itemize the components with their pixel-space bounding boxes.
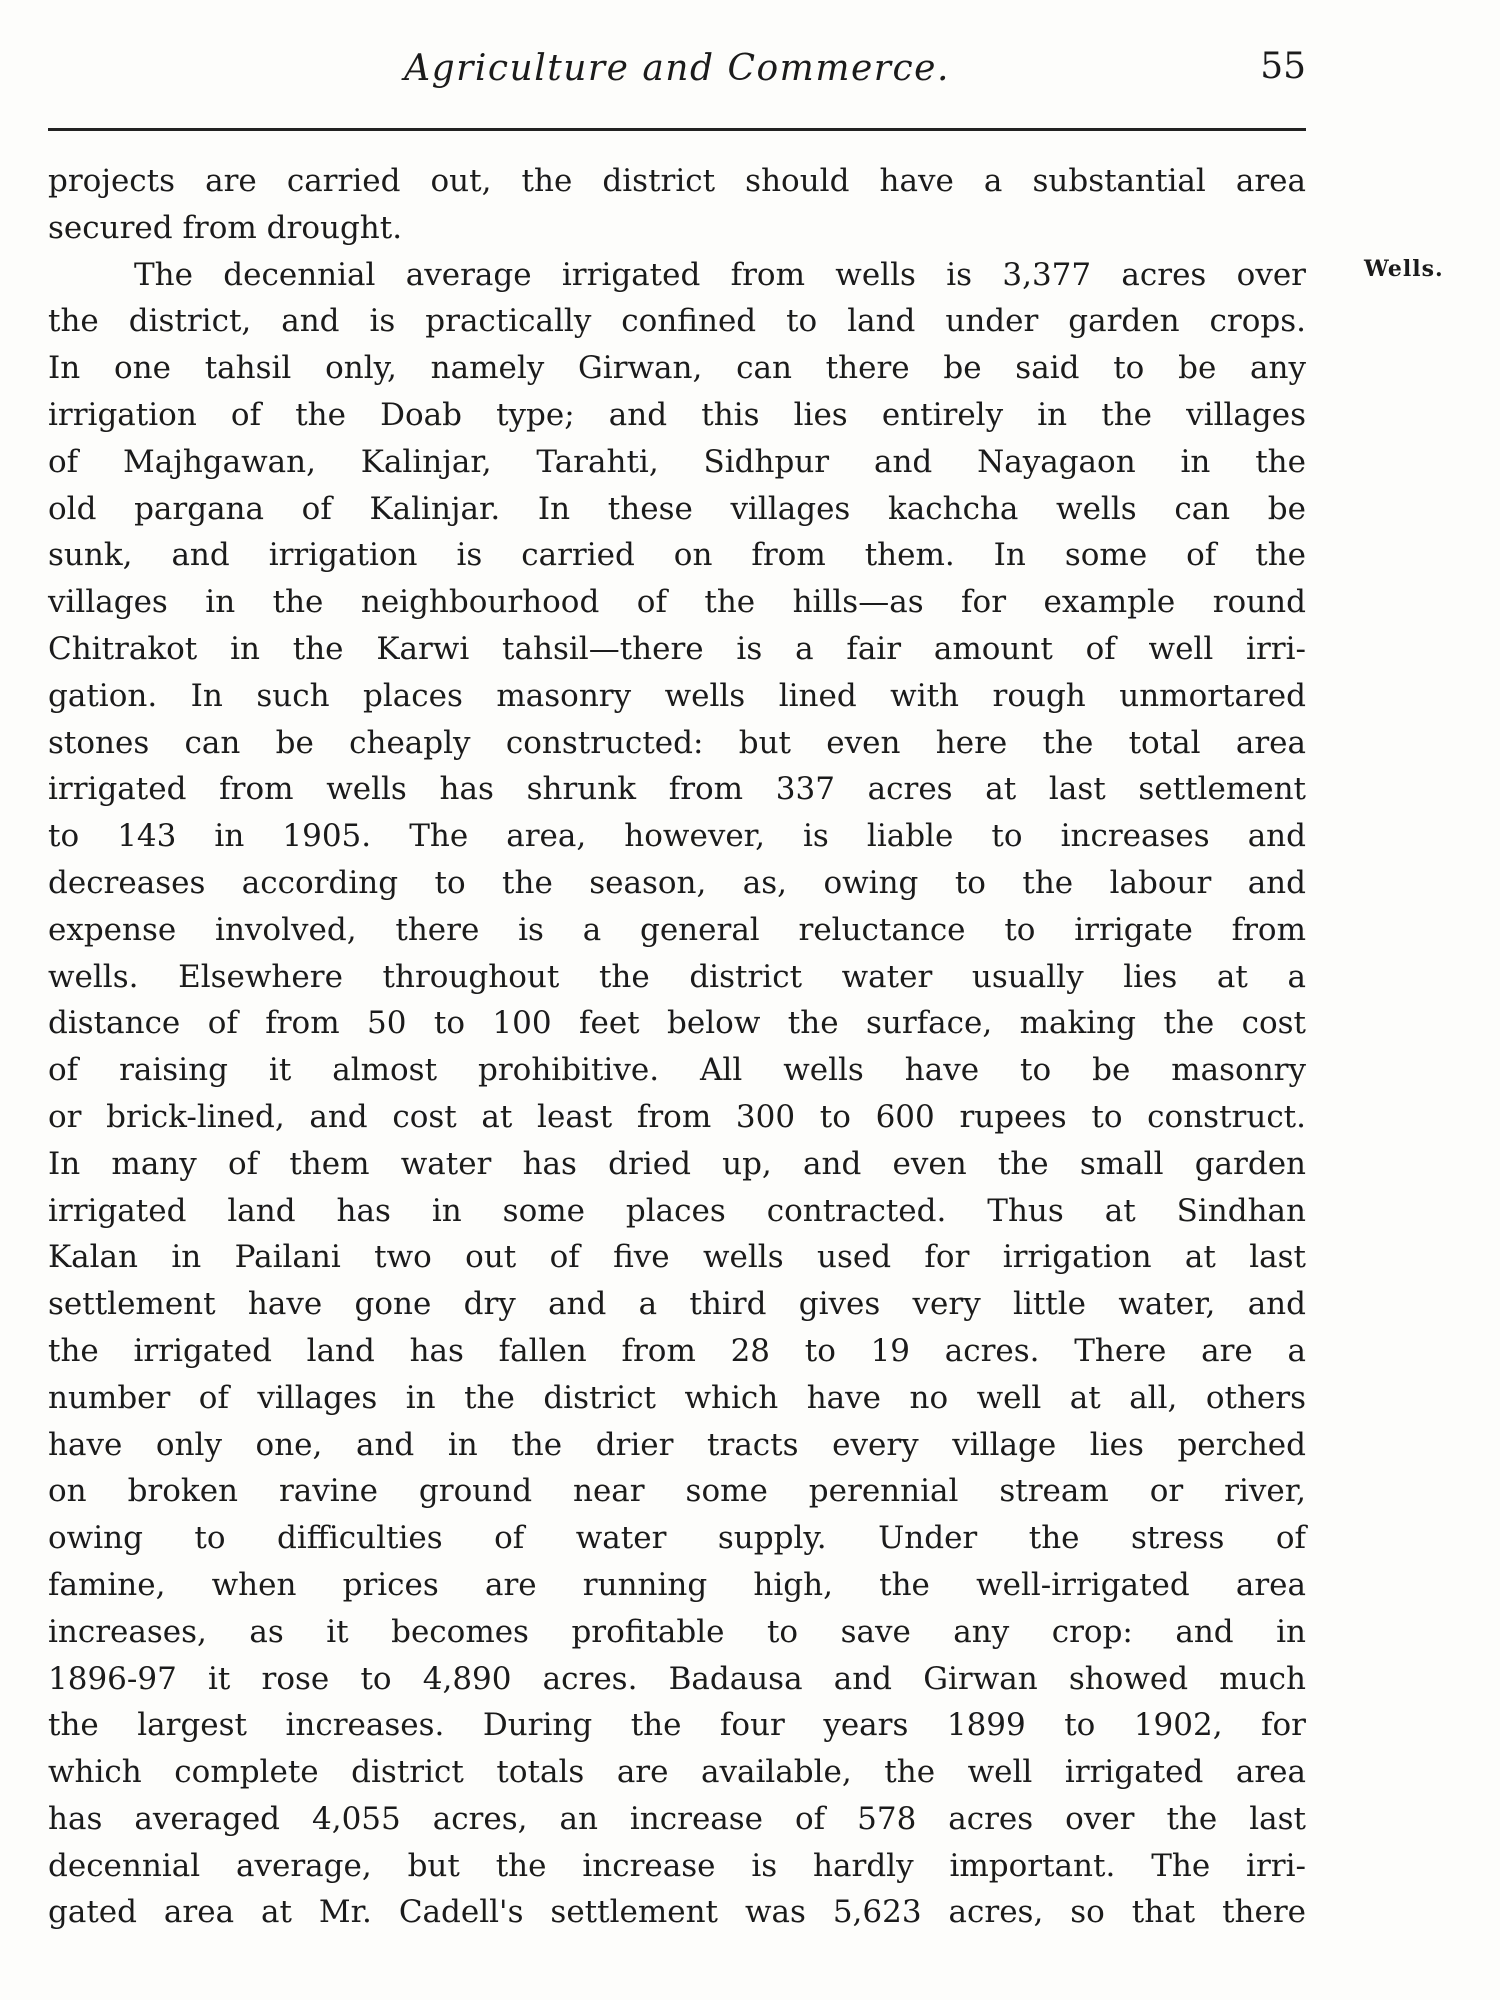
text-line: the largest increases. During the four years 1899 to 1902, for — [48, 1707, 1306, 1744]
text-line: In many of them water has dried up, and even the small garden — [48, 1145, 1306, 1182]
text-line: the district, and is practically confined to land under garden crops. — [48, 303, 1306, 340]
page-number: 55 — [1260, 46, 1306, 87]
text-line: gation. In such places masonry wells lined with rough unmortared — [48, 677, 1306, 714]
text-line: expense involved, there is a general reluctance to irrigate from — [48, 911, 1306, 948]
text-line: stones can be cheaply constructed: but even here the total area — [48, 724, 1306, 761]
text-line: decreases according to the season, as, owing to the labour and — [48, 864, 1306, 901]
text-line: old pargana of Kalinjar. In these villages kachcha wells can be — [48, 490, 1306, 527]
text-line: decennial average, but the increase is hardly important. The irri- — [48, 1847, 1306, 1884]
text-line: on broken ravine ground near some perennial stream or river, — [48, 1473, 1306, 1510]
text-line: In one tahsil only, namely Girwan, can there be said to be any — [48, 350, 1306, 387]
text-line: Kalan in Pailani two out of five wells used for irrigation at last — [48, 1239, 1306, 1276]
text-line: of raising it almost prohibitive. All wells have to be masonry — [48, 1052, 1306, 1089]
text-line: 1896-97 it rose to 4,890 acres. Badausa and Girwan showed much — [48, 1660, 1306, 1697]
text-line: the irrigated land has fallen from 28 to 19 acres. There are a — [48, 1332, 1306, 1369]
text-line: sunk, and irrigation is carried on from them. In some of the — [48, 537, 1306, 574]
text-line: number of villages in the district which have no well at all, others — [48, 1379, 1306, 1416]
text-line: or brick-lined, and cost at least from 300 to 600 rupees to construct. — [48, 1098, 1306, 1135]
text-line: villages in the neighbourhood of the hills—as for example round — [48, 584, 1306, 621]
text-line: have only one, and in the drier tracts every village lies perched — [48, 1426, 1306, 1463]
text-line: to 143 in 1905. The area, however, is liable to increases and — [48, 818, 1306, 855]
text-line: irrigation of the Doab type; and this lies entirely in the villages — [48, 396, 1306, 433]
text-line: has averaged 4,055 acres, an increase of 578 acres over the last — [48, 1800, 1306, 1837]
text-line: secured from drought. — [48, 209, 403, 246]
text-line: irrigated land has in some places contracted. Thus at Sindhan — [48, 1192, 1306, 1229]
running-head — [48, 42, 1306, 92]
margin-note-wells: Wells. — [1364, 256, 1444, 282]
text-line: gated area at Mr. Cadell's settlement was 5,623 acres, so that there — [48, 1894, 1306, 1931]
body-text — [48, 158, 1306, 1936]
text-line: settlement have gone dry and a third gives very little water, and — [48, 1286, 1306, 1323]
text-line: wells. Elsewhere throughout the district water usually lies at a — [48, 958, 1306, 995]
text-line: projects are carried out, the district should have a substantial area — [48, 163, 1306, 199]
text-line: of Majhgawan, Kalinjar, Tarahti, Sidhpur and Nayagaon in the — [48, 443, 1306, 480]
text-line: irrigated from wells has shrunk from 337 acres at last settlement — [48, 771, 1306, 808]
header-rule — [48, 128, 1306, 131]
text-line: owing to difficulties of water supply. Under the stress of — [48, 1520, 1306, 1557]
text-line: which complete district totals are available, the well irrigated area — [48, 1754, 1306, 1791]
text-line: increases, as it becomes profitable to save any crop: and in — [48, 1613, 1306, 1650]
text-line: Chitrakot in the Karwi tahsil—there is a fair amount of well irri- — [48, 630, 1306, 667]
text-line: famine, when prices are running high, the well-irrigated area — [48, 1566, 1306, 1603]
text-line: distance of from 50 to 100 feet below the surface, making the cost — [48, 1005, 1306, 1042]
running-title: Agriculture and Commerce. — [404, 48, 950, 89]
text-line: The decennial average irrigated from wells is 3,377 acres over — [134, 256, 1306, 293]
